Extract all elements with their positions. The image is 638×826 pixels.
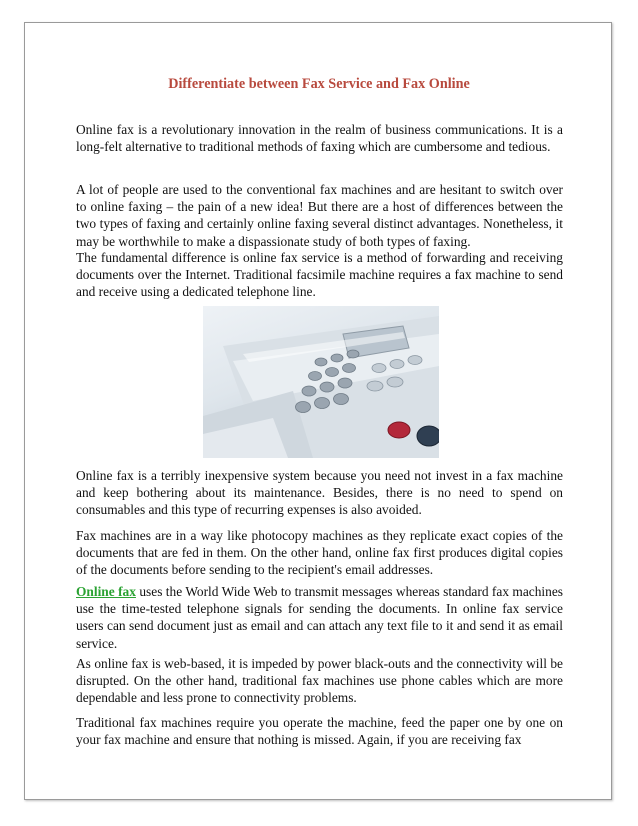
paragraph-5: Fax machines are in a way like photocopy machines as they replicate exact copies of the documents that are fed in them. On the other hand, online fax first produces digital copies of the documents before sending to the recipient's email addresses. — [76, 528, 563, 578]
paragraph-3: The fundamental difference is online fax service is a method of forwarding and receiving documents over the Internet. Traditional facsimile machine requires a fax machine to send and receive using a dedicated telephone line. — [76, 250, 563, 300]
online-fax-link[interactable]: Online fax — [76, 584, 136, 599]
paragraph-2: A lot of people are used to the conventional fax machines and are hesitant to switch over to online faxing – the pain of a new idea! But there are a host of differences between the two types of faxing and certainly online faxing several distinct advantages. Nonetheless, it may be worthwhile to make a dispassionate study of both types of faxing. — [76, 182, 563, 249]
fax-machine-illustration — [203, 306, 439, 458]
paragraph-6-text: uses the World Wide Web to transmit messages whereas standard fax machines use the time-tested telephone signals for sending the documents. In online fax service users can send document just as email and can attach any text file to it and send it as email service. — [76, 584, 563, 651]
paragraph-1: Online fax is a revolutionary innovation in the realm of business communications. It is a long-felt alternative to traditional methods of faxing which are cumbersome and tedious. — [76, 122, 563, 155]
paragraph-4: Online fax is a terribly inexpensive system because you need not invest in a fax machine and keep bothering about its maintenance. Besides, there is no need to spend on consumables and this type of recurring expenses is also avoided. — [76, 468, 563, 518]
fax-machine-image — [203, 306, 439, 458]
document-title: Differentiate between Fax Service and Fax Online — [168, 76, 470, 92]
paragraph-7: As online fax is web-based, it is impeded by power black-outs and the connectivity will be disrupted. On the other hand, traditional fax machines use phone cables which are more dependable and less prone to connectivity problems. — [76, 656, 563, 706]
paragraph-8: Traditional fax machines require you operate the machine, feed the paper one by one on your fax machine and ensure that nothing is missed. Again, if you are receiving fax — [76, 715, 563, 748]
paragraph-6 — [76, 583, 563, 652]
